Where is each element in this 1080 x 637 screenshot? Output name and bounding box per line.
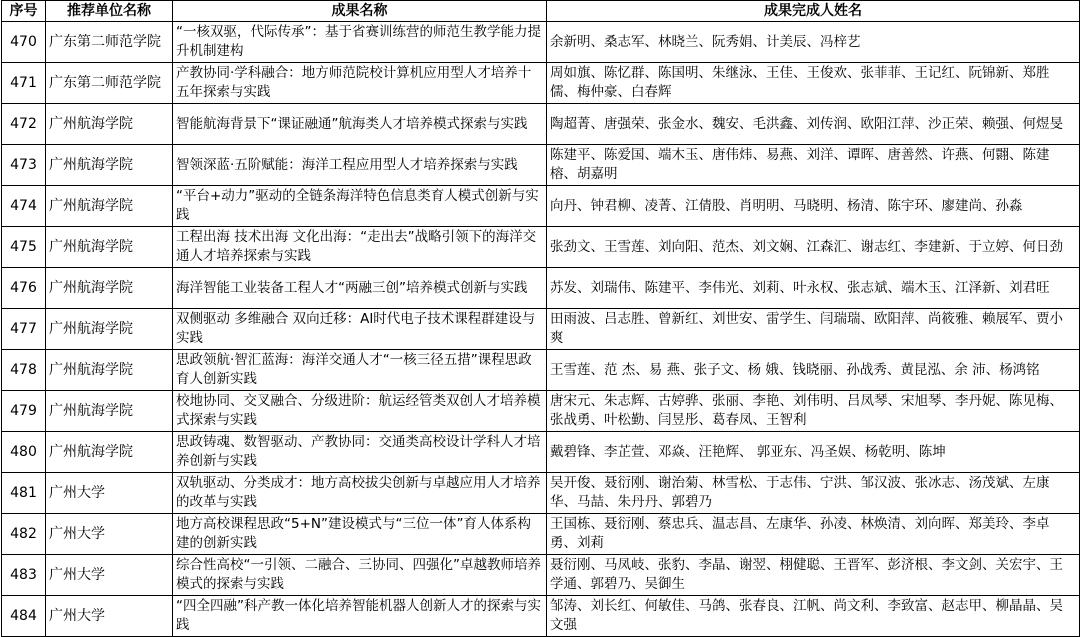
row-title: 校地协同、交叉融合、分级进阶：航运经管类双创人才培养模式探索与实践: [173, 391, 547, 432]
table-row: [2, 104, 1080, 145]
row-org: 广州航海学院: [46, 268, 173, 309]
table-row: [2, 350, 1080, 391]
row-number: 481: [2, 473, 46, 514]
row-org: 广州航海学院: [46, 432, 173, 473]
table-row: [2, 268, 1080, 309]
row-org: 广州航海学院: [46, 186, 173, 227]
row-title: 海洋智能工业装备工程人才“两融三创”培养模式创新与实践: [173, 268, 547, 309]
row-title: 地方高校课程思政“5+N”建设模式与“三位一体”育人体系构建的创新实践: [173, 514, 547, 555]
row-people: 周如旗、陈忆群、陈国明、朱继泳、王佳、王俊欢、张菲菲、王记红、阮锦新、郑胜儒、梅仲豪、白春辉: [547, 63, 1080, 104]
row-org: 广州大学: [46, 514, 173, 555]
row-people: 陶超菁、唐强荣、张金水、魏安、毛洪鑫、刘传润、欧阳江萍、沙正荣、赖强、何煜旻: [547, 104, 1080, 145]
table-row: [2, 596, 1080, 637]
table-row: [2, 186, 1080, 227]
row-number: 476: [2, 268, 46, 309]
header-number: 序号: [2, 1, 46, 22]
row-people: 王雪莲、范 杰、易 燕、张子文、杨 娥、钱晓丽、孙战秀、黄昆泓、余 沛、杨鸿铭: [547, 350, 1080, 391]
row-number: 477: [2, 309, 46, 350]
row-title: 双侧驱动 多维融合 双向迁移：AI时代电子技术课程群建设与实践: [173, 309, 547, 350]
table-row: [2, 227, 1080, 268]
table-row: [2, 309, 1080, 350]
row-number: 470: [2, 22, 46, 63]
row-title: 智能航海背景下“课证融通”航海类人才培养模式探索与实践: [173, 104, 547, 145]
row-org: 广州航海学院: [46, 350, 173, 391]
table-row: [2, 63, 1080, 104]
row-people: 向丹、钟君柳、凌菁、江倩股、肖明明、马晓明、杨清、陈宇环、廖建尚、孙淼: [547, 186, 1080, 227]
achievement-table: [1, 0, 1080, 637]
row-org: 广州大学: [46, 596, 173, 637]
header-row: [2, 1, 1080, 22]
table-row: [2, 432, 1080, 473]
row-people: 邹涛、刘长红、何敏佳、马鸽、张春良、江帆、尚文利、李致富、赵志甲、柳晶晶、吴文强: [547, 596, 1080, 637]
row-people: 陈建平、陈爱国、端木玉、唐伟炜、易燕、刘洋、谭晖、唐善然、许燕、何翾、陈建榕、胡嘉明: [547, 145, 1080, 186]
row-number: 480: [2, 432, 46, 473]
row-org: 广州航海学院: [46, 309, 173, 350]
table-row: [2, 145, 1080, 186]
row-number: 484: [2, 596, 46, 637]
row-title: 思政铸魂、数智驱动、产教协同：交通类高校设计学科人才培养创新与实践: [173, 432, 547, 473]
row-org: 广东第二师范学院: [46, 63, 173, 104]
row-org: 广州航海学院: [46, 227, 173, 268]
row-people: 唐宋元、朱志辉、古婷骅、张丽、李艳、刘伟明、吕凤琴、宋旭琴、李丹妮、陈见梅、张战勇、叶松勤、闫昱彤、葛春凤、王智利: [547, 391, 1080, 432]
row-people: 张劲文、王雪莲、刘向阳、范杰、刘文娴、江森汇、谢志红、李建新、于立婷、何日劲: [547, 227, 1080, 268]
row-people: 余新明、桑志军、林晓兰、阮秀娟、计美辰、冯梓艺: [547, 22, 1080, 63]
row-number: 474: [2, 186, 46, 227]
row-people: 戴碧锋、李芷萱、邓焱、汪艳辉、 郭亚东、冯圣娱、杨乾明、陈坤: [547, 432, 1080, 473]
row-people: 苏发、刘瑞伟、陈建平、李伟光、刘莉、叶永权、张志斌、端木玉、江泽新、刘君旺: [547, 268, 1080, 309]
row-title: “平台+动力”驱动的全链条海洋特色信息类育人模式创新与实践: [173, 186, 547, 227]
table-row: [2, 555, 1080, 596]
row-title: 综合性高校“一引领、二融合、三协同、四强化”卓越教师培养模式的探索与实践: [173, 555, 547, 596]
row-number: 479: [2, 391, 46, 432]
row-org: 广州航海学院: [46, 145, 173, 186]
row-org: 广州大学: [46, 555, 173, 596]
row-number: 475: [2, 227, 46, 268]
row-people: 田雨波、吕志胜、曾新红、刘世安、雷学生、闫瑞瑞、欧阳萍、尚筱雅、赖展军、贾小爽: [547, 309, 1080, 350]
header-people: 成果完成人姓名: [547, 1, 1080, 22]
header-org: 推荐单位名称: [46, 1, 173, 22]
row-title: “一核双驱，代际传承”：基于省赛训练营的师范生教学能力提升机制建构: [173, 22, 547, 63]
row-number: 483: [2, 555, 46, 596]
row-org: 广州航海学院: [46, 104, 173, 145]
row-org: 广州大学: [46, 473, 173, 514]
row-people: 王国栋、聂衍刚、蔡忠兵、温志昌、左康华、孙凌、林焕清、刘向晖、郑美玲、李卓勇、刘莉: [547, 514, 1080, 555]
row-number: 478: [2, 350, 46, 391]
row-number: 472: [2, 104, 46, 145]
row-people: 聂衍刚、马凤岐、张豹、李晶、谢翌、栩健聪、王晋军、彭济根、李文剑、关宏宇、王学通、郭碧乃、吴御生: [547, 555, 1080, 596]
row-title: 智领深蓝·五阶赋能：海洋工程应用型人才培养探索与实践: [173, 145, 547, 186]
row-title: 双轨驱动、分类成才：地方高校拔尖创新与卓越应用人才培养的改革与实践: [173, 473, 547, 514]
row-title: “四全四融”科产教一体化培养智能机器人创新人才的探索与实践: [173, 596, 547, 637]
row-org: 广东第二师范学院: [46, 22, 173, 63]
table-row: [2, 22, 1080, 63]
row-number: 482: [2, 514, 46, 555]
row-org: 广州航海学院: [46, 391, 173, 432]
row-title: 产教协同·学科融合：地方师范院校计算机应用型人才培养十五年探索与实践: [173, 63, 547, 104]
row-title: 思政领航·智汇蓝海：海洋交通人才“一核三径五措”课程思政育人创新实践: [173, 350, 547, 391]
row-people: 吴开俊、聂衍刚、谢治菊、林雪松、于志伟、宁洪、邹汉波、张冰志、汤茂斌、左康华、马喆、朱丹丹、郭碧乃: [547, 473, 1080, 514]
table-row: [2, 391, 1080, 432]
table-row: [2, 473, 1080, 514]
row-title: 工程出海 技术出海 文化出海：“走出去”战略引领下的海洋交通人才培养探索与实践: [173, 227, 547, 268]
row-number: 473: [2, 145, 46, 186]
header-title: 成果名称: [173, 1, 547, 22]
row-number: 471: [2, 63, 46, 104]
table-row: [2, 514, 1080, 555]
